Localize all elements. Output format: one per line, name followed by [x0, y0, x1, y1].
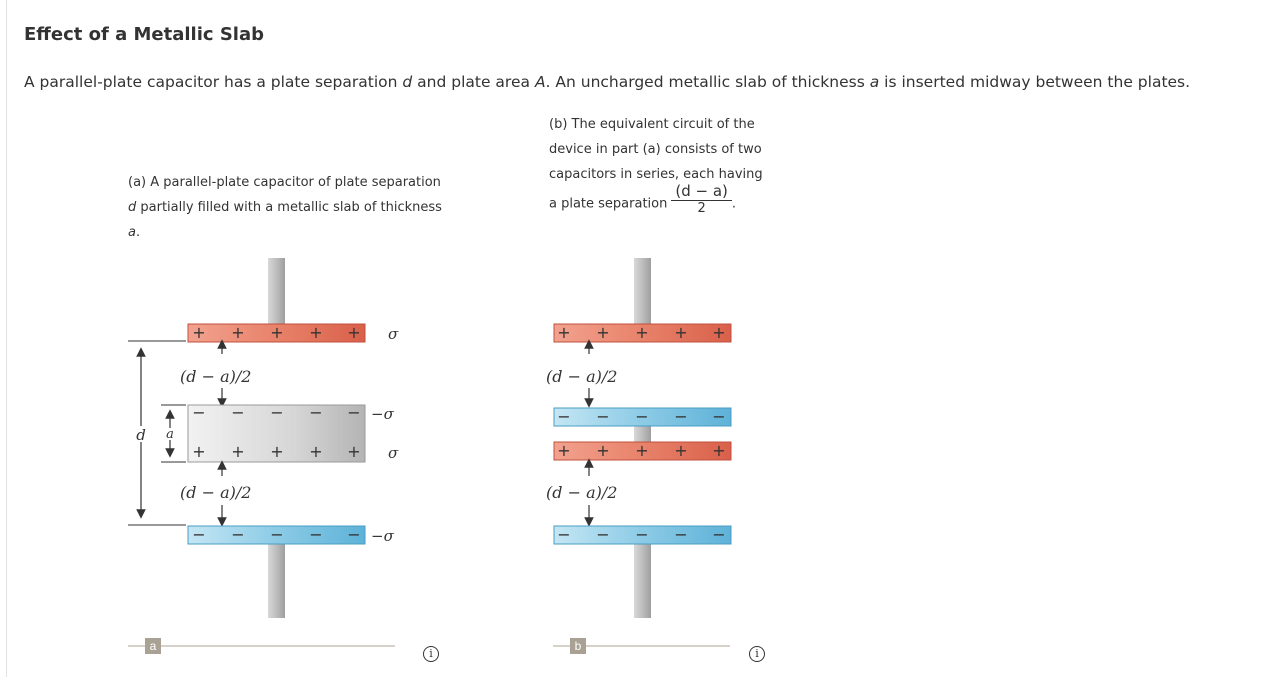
top-wire-a [268, 258, 285, 324]
plus-sign: + [270, 442, 284, 461]
d-label: d [136, 426, 146, 444]
plus-sign: + [347, 323, 361, 342]
plus-sign: + [712, 323, 726, 342]
minus-sign: − [596, 407, 610, 426]
plus-sign: + [192, 442, 206, 461]
neg-sigma-label: −σ [371, 405, 394, 423]
plus-sign: + [557, 441, 571, 460]
plus-sign: + [309, 323, 323, 342]
bottom-wire-a [268, 544, 285, 618]
minus-sign: − [557, 525, 571, 544]
minus-sign: − [347, 403, 361, 422]
plus-sign: + [557, 323, 571, 342]
plus-sign: + [231, 323, 245, 342]
plus-sign: + [674, 323, 688, 342]
minus-sign: − [192, 403, 206, 422]
a-label: a [166, 427, 174, 442]
gap-label: (d − a)/2 [546, 367, 618, 386]
figure-a-badge: a [145, 638, 161, 654]
plus-sign: + [270, 323, 284, 342]
gap-label: (d − a)/2 [546, 483, 618, 502]
minus-sign: − [635, 525, 649, 544]
plus-sign: + [192, 323, 206, 342]
plus-sign: + [347, 442, 361, 461]
caption-a: (a) A parallel-plate capacitor of plate separation d partially filled with a metallic slab of thickness a. [128, 175, 442, 240]
minus-sign: − [231, 403, 245, 422]
minus-sign: − [192, 525, 206, 544]
figure-b [546, 258, 731, 646]
plus-sign: + [596, 441, 610, 460]
gap-label: (d − a)/2 [180, 483, 252, 502]
neg-sigma-label: −σ [371, 527, 394, 545]
caption-b: (b) The equivalent circuit of the device in part (a) consists of two capacitors in series, each having a plate separation $\frac{(d - a)}{2}$ . [549, 117, 763, 216]
separation-fraction: $\frac{(d - a)}{2}$ [671, 183, 732, 217]
minus-sign: − [309, 525, 323, 544]
figure-b-badge: b [570, 638, 586, 654]
minus-sign: − [557, 407, 571, 426]
info-icon[interactable]: i [423, 646, 439, 662]
info-icon[interactable]: i [749, 646, 765, 662]
minus-sign: − [712, 525, 726, 544]
minus-sign: − [674, 525, 688, 544]
minus-sign: − [635, 407, 649, 426]
plus-sign: + [712, 441, 726, 460]
minus-sign: − [347, 525, 361, 544]
minus-sign: − [712, 407, 726, 426]
top-wire-b [634, 258, 651, 324]
page-title: Effect of a Metallic Slab [24, 24, 264, 45]
gap-label: (d − a)/2 [180, 367, 252, 386]
minus-sign: − [674, 407, 688, 426]
minus-sign: − [309, 403, 323, 422]
minus-sign: − [270, 403, 284, 422]
intro-text: A parallel-plate capacitor has a plate separation d and plate area A. An uncharged metallic slab of thickness a is inserted midway between the plates. [24, 73, 1191, 91]
bottom-wire-b [634, 544, 651, 618]
minus-sign: − [231, 525, 245, 544]
figure-a [128, 258, 399, 646]
plus-sign: + [231, 442, 245, 461]
sigma-label: σ [388, 325, 399, 343]
plus-sign: + [674, 441, 688, 460]
plus-sign: + [635, 323, 649, 342]
minus-sign: − [596, 525, 610, 544]
minus-sign: − [270, 525, 284, 544]
middle-wire-b [634, 426, 651, 442]
plus-sign: + [635, 441, 649, 460]
plus-sign: + [596, 323, 610, 342]
sigma-label: σ [388, 444, 399, 462]
plus-sign: + [309, 442, 323, 461]
